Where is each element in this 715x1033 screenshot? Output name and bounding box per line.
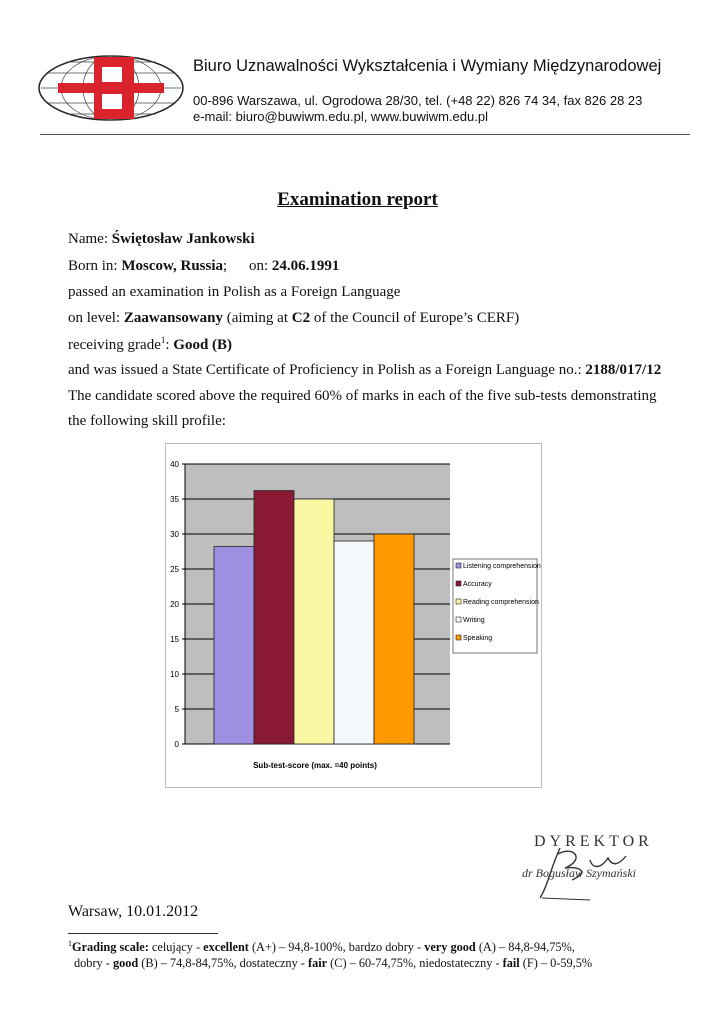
header-logo — [36, 53, 186, 123]
passed-line: passed an examination in Polish as a Foreign Language — [68, 284, 401, 300]
grade-colon: : — [165, 337, 170, 353]
bar — [374, 534, 414, 744]
footnote-line-1 — [68, 939, 575, 955]
globe-logo-icon — [36, 53, 186, 123]
grade-good: good — [112, 956, 139, 970]
y-tick-label: 25 — [170, 565, 179, 574]
legend-swatch — [456, 581, 461, 586]
born-label: Born in: — [68, 258, 118, 274]
footnote-text-5: (B) – 74,8-84,75%, dostateczny - — [138, 956, 308, 970]
legend-swatch — [456, 617, 461, 622]
legend-label: Reading comprehension — [463, 599, 539, 606]
issue-date: Warsaw, 10.01.2012 — [68, 903, 199, 920]
y-tick-label: 10 — [170, 670, 179, 679]
bar — [214, 547, 254, 744]
on-label: on: — [248, 258, 269, 274]
birthplace: Moscow, Russia — [121, 258, 224, 274]
grade-footnote-marker: 1 — [160, 335, 166, 345]
grade-fail: fail — [502, 956, 520, 970]
profile-line: the following skill profile: — [68, 413, 226, 429]
signature-title: DYREKTOR — [534, 833, 653, 850]
legend-label: Accuracy — [463, 581, 492, 588]
page-title: Examination report — [277, 189, 438, 210]
grade-very-good: very good — [424, 940, 476, 955]
footnote-line-2 — [74, 956, 592, 971]
grade-excellent: excellent — [203, 940, 249, 955]
level-label: on level: — [68, 310, 121, 326]
bar — [294, 499, 334, 744]
y-tick-label: 40 — [170, 460, 179, 469]
org-contact: e-mail: biuro@buwiwm.edu.pl, www.buwiwm.edu.pl — [193, 109, 488, 124]
footnote-rule — [68, 933, 218, 934]
aiming-pre: (aiming at — [226, 310, 289, 326]
bar — [254, 491, 294, 744]
y-tick-label: 35 — [170, 495, 179, 504]
candidate-name: Świętosław Jankowski — [111, 231, 255, 247]
footnote-text-1: celujący - — [148, 940, 204, 955]
header-rule — [40, 134, 690, 135]
org-address: 00-896 Warszawa, ul. Ogrodowa 28/30, tel. (+48 22) 826 74 34, fax 826 28 23 — [193, 93, 643, 108]
legend-swatch — [456, 635, 461, 640]
footnote-text-4: dobry - — [74, 956, 113, 970]
legend-label: Writing — [463, 617, 485, 624]
skill-profile-chart — [165, 443, 541, 787]
grade-value: Good (B) — [173, 337, 233, 353]
legend-swatch — [456, 599, 461, 604]
level-line — [68, 310, 519, 327]
born-semicolon: ; — [223, 258, 228, 274]
birthdate: 24.06.1991 — [271, 258, 340, 274]
grade-label: receiving grade — [68, 337, 161, 353]
footnote-text-6: (C) – 60-74,75%, niedostateczny - — [327, 956, 503, 970]
legend-label: Listening comprehension — [463, 563, 541, 570]
y-tick-label: 30 — [170, 530, 179, 539]
x-axis-label: Sub-test-score (max. =40 points) — [253, 761, 377, 770]
y-tick-label: 20 — [170, 600, 179, 609]
certificate-number: 2188/017/12 — [585, 362, 662, 378]
level-value: Zaawansowany — [123, 310, 224, 326]
legend-label: Speaking — [463, 635, 493, 642]
y-tick-label: 5 — [174, 705, 179, 714]
y-tick-label: 15 — [170, 635, 179, 644]
y-tick-label: 0 — [174, 740, 179, 749]
name-line — [68, 231, 255, 248]
footnote-text-2: (A+) – 94,8-100%, bardzo dobry - — [248, 940, 425, 955]
signature-block — [490, 830, 690, 910]
footnote-text-7: (F) – 0-59,5% — [519, 956, 593, 970]
signatory-name: dr Bogusław Szymański — [522, 866, 636, 880]
footnote-text-3: (A) – 84,8-94,75%, — [475, 940, 575, 955]
org-name: Biuro Uznawalności Wykształcenia i Wymiany Międzynarodowej — [193, 57, 662, 75]
certificate-text: and was issued a State Certificate of Proficiency in Polish as a Foreign Language no.: — [68, 362, 582, 378]
grade-fair: fair — [307, 956, 328, 970]
born-line — [68, 258, 339, 275]
footnote-marker: 1 — [68, 939, 72, 948]
name-label: Name: — [68, 231, 108, 247]
aiming-post: of the Council of Europe’s CERF) — [313, 310, 520, 326]
certificate-line — [68, 362, 661, 379]
legend-swatch — [456, 563, 461, 568]
grade-line — [68, 335, 232, 354]
footnote-label: Grading scale: — [72, 940, 149, 955]
bar — [334, 541, 374, 744]
scored-line: The candidate scored above the required 60% of marks in each of the five sub-tests demonstrating — [68, 388, 657, 404]
aiming-level: C2 — [291, 310, 311, 326]
